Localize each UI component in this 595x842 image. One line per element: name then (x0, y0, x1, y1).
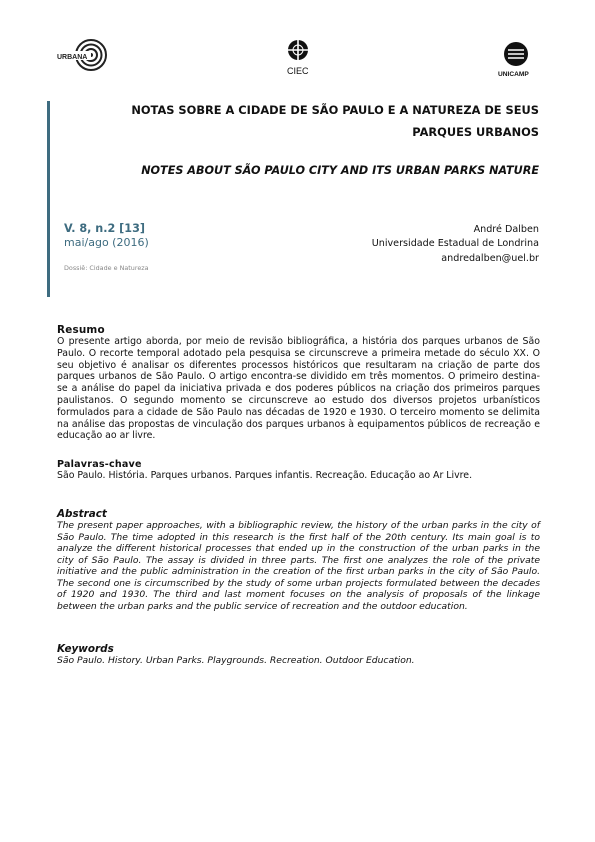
abstract-heading: Abstract (57, 508, 107, 520)
dossie-label: Dossiê: Cidade e Natureza (64, 264, 149, 272)
ciec-logo-text: CIEC (287, 66, 309, 76)
abstract-text: The present paper approaches, with a bibliographic review, the history of the urban parks in the city of São Paulo. The time adopted in this research is the first half of the 20th century. Its main goal is to analyze the different historical processes that ended up in the construction of the urban parks in the city of São Paulo. The assay is divided in three parts. The first one analyzes the role of the private initiative and the public administration in the creation of the first urban parks in the city of São Paulo. The second one is circumscribed by the study of some urban projects formulated between the decades of 1920 and 1930. The third and last moment focuses on the analysis of proposals of the linkage between the urban parks and the public service of recreation and the outdoor education. (57, 520, 540, 612)
palavras-chave-section (57, 459, 540, 482)
ciec-logo (284, 39, 312, 79)
issue-date: mai/ago (2016) (64, 236, 149, 249)
unicamp-logo (497, 40, 535, 78)
keywords-text: São Paulo. History. Urban Parks. Playgrounds. Recreation. Outdoor Education. (57, 655, 415, 666)
author-email[interactable]: andredalben@uel.br (441, 252, 539, 264)
issue-volume: V. 8, n.2 [13] (64, 222, 145, 235)
urbana-logo (57, 38, 109, 74)
author-name: André Dalben (473, 224, 539, 235)
resumo-section (57, 324, 540, 442)
urbana-logo-text: URBANA (57, 54, 88, 61)
author-block (372, 223, 539, 266)
keywords-section (57, 643, 540, 667)
unicamp-logo-text: UNICAMP (498, 71, 529, 78)
accent-bar (47, 101, 50, 297)
abstract-section (57, 508, 540, 612)
title-portuguese: NOTAS SOBRE A CIDADE DE SÃO PAULO E A NATUREZA DE SEUS PARQUES URBANOS (131, 103, 539, 139)
resumo-text: O presente artigo aborda, por meio de revisão bibliográfica, a história dos parques urbanos de São Paulo. O recorte temporal adotado pela pesquisa se circunscreve a primeira metade do século XX. O seu objetivo é analisar os diferentes processos históricos que resultaram na criação de parte dos parques urbanos de São Paulo. O artigo encontra-se dividido em três momentos. O primeiro destina-se a análise do papel da iniciativa privada e dos poderes públicos na criação dos primeiros parques paulistanos. O segundo momento se circunscreve ao estudo dos diversos projetos urbanísticos formulados para a cidade de São Paulo nas décadas de 1920 e 1930. O terceiro momento se delimita na análise das propostas de vinculação dos parques urbanos à equipamentos públicos de recreação e educação ao ar livre. (57, 336, 540, 442)
author-affiliation: Universidade Estadual de Londrina (371, 238, 539, 250)
palavras-chave-heading: Palavras-chave (57, 459, 142, 470)
keywords-heading: Keywords (57, 643, 114, 655)
palavras-chave-text: São Paulo. História. Parques urbanos. Parques infantis. Recreação. Educação ao Ar Livre. (57, 470, 473, 481)
title-english: NOTES ABOUT SÃO PAULO CITY AND ITS URBAN PARKS NATURE (141, 164, 539, 177)
resumo-heading: Resumo (57, 324, 105, 336)
